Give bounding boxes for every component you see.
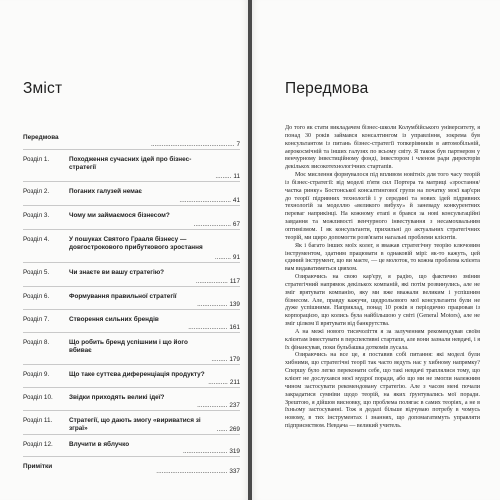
toc-entry-title: Походження сучасних ідей про бізнес-стратегії — [69, 156, 192, 172]
toc-entry-title: Звідки приходять великі ідеї? — [69, 394, 165, 401]
toc-entry-chapter-12[interactable] — [23, 434, 240, 456]
preface-title: Передмова — [285, 80, 369, 97]
toc-entry-title: Примітки — [23, 463, 53, 470]
toc-entry-chapter-9[interactable] — [23, 364, 240, 387]
preface-paragraph: Озираючись на свою кар'єру, я радію, що фактично змінив стратегічний напрямок декількох компаній, які потім розвинулись, але не зміг врятувати компанію, яку ми вже вважали великим і успішним бізнесом. Але, правду кажучи, щедрольового мої консультанти були не дуже успішними. Наприклад, понад 10 років я періодично працював із корпорацією, що колись була найбільшою у світі (General Motors), але не зміг цілком її врятувати від банкрутства. — [285, 274, 480, 328]
toc-entry-number: Розділ 3. — [23, 212, 50, 219]
preface-paragraph: А на межі нового тисячоліття я за залученням рекомендував своїм клієнтам інвестувати в перспективні стартапи, але вони зазнали невдачі, і я їх фінансував, поки бульбашка доткомів лусала. — [285, 328, 480, 351]
toc-entry-page: 337 — [229, 467, 240, 475]
toc-entry-page: 91 — [232, 253, 240, 261]
preface-paragraph: До того як стати викладачем бізнес-школи Колумбійського університету, я понад 30 років займався консалтингом із управління, зокрема був консультантом із питань бізнес-стратегії топкерівників в автомобільній, аерокосмічній та інших галузях по всьому світу. Я також був партнером у венчурному інвестиційному фонді, інвестором і членом ради директорів декількох високотехнологічних стартапів. — [285, 125, 480, 171]
toc-entry-dots: ................. — [197, 300, 228, 308]
toc-entry-page: 117 — [229, 277, 240, 285]
toc-entry-chapter-10[interactable] — [23, 387, 240, 410]
toc-entry-dots: ..................... — [193, 220, 231, 228]
toc-entry-title: У пошуках Святого Грааля бізнесу — довгострокового прибуткового зростання — [69, 236, 203, 252]
toc-entry-title: Формування правильної стратегії — [69, 293, 177, 300]
toc-entry-chapter-2[interactable] — [23, 181, 240, 205]
preface-paragraph: Озираючись на все це, я поставив собі питання: які моделі були хибними, що стратегічні теорії так часто ведуть нас у хибному напрямку? Спершу було легко переконати себе, що такі невдачі траплялися тому, що клієнт не дослухався моєї мудрої поради, або що ми не змогли належним чином застосувати рекомендовану стратегію. Але з часом мені почали закрадатися сумніви щодо теорій, на яких ґрунтувались мої поради. Зрештою, я дійшов висновку, що проблема полягає в самих теоріях, а не в їхньому застосуванні. Тож я дедалі більше відчуваю потребу в чомусь новому, в тих інструментах і знаннях, що допомагатимуть управляти підприємством. Невдача — великий учитель. — [285, 352, 480, 430]
toc-entry-title: Влучити в яблучко — [69, 441, 130, 448]
toc-entry-page: 139 — [229, 300, 240, 308]
toc-entry-page: 41 — [232, 196, 240, 204]
toc-entry-title: Поганих галузей немає — [69, 188, 142, 195]
toc-entry-dots: ........... — [208, 378, 228, 386]
toc-entry-number: Розділ 2. — [23, 188, 50, 195]
toc-list — [23, 131, 240, 476]
toc-entry-number: Розділ 12. — [23, 441, 53, 448]
toc-entry-title: Передмова — [23, 134, 59, 141]
toc-title: Зміст — [23, 80, 63, 97]
toc-entry-page: 319 — [229, 447, 240, 455]
toc-entry-page: 7 — [236, 140, 240, 148]
toc-entry-number: Розділ 9. — [23, 371, 50, 378]
toc-entry-number: Розділ 4. — [23, 236, 50, 243]
preface-paragraph: Моє мислення формувалося під впливом новітніх для того часу теорій із бізнес-стратегії: від моделі п'яти сил Портера та матриці «зростання/частка ринку» Бостонської консалтингової групи на початку моєї кар'єри до теорії підривних технологій і у середині та нових ідей підривних технологій за моделлю «великого вибуху» й заневаду конкурентних переваг наприкінці. На кожному етапі я брався за нові консультаційні завдання та можливості венчурного інвестування з несамохвальним оптимізмом. І як консультанти, прихильні до актуальних стратегічних теорій, ми щиро допомогти розв'язати нагальні проблеми клієнтів. — [285, 172, 480, 241]
preface-paragraph: Як і багато інших моїх колег, я вважав стратегічну теорію ключовим інструментом, здатним працювати в однаковій мірі: як-то кажуть, цей єдиний інструмент, що ви маєте, — це молоток, то кожна проблема клієнта вам видаватиметься цвяхом. — [285, 242, 480, 273]
toc-entry-number: Розділ 8. — [23, 339, 50, 346]
toc-entry-title: Що таке суттєва диференціація продукту? — [69, 371, 205, 378]
toc-entry-page: 211 — [229, 378, 240, 386]
toc-entry-chapter-6[interactable] — [23, 286, 240, 309]
toc-entry-page: 11 — [233, 172, 240, 180]
toc-entry-dots: ......... — [215, 172, 232, 180]
toc-entry-chapter-11[interactable] — [23, 410, 240, 434]
toc-page — [0, 0, 248, 500]
toc-entry-dots: ............................................... — [150, 140, 235, 148]
toc-entry-dots: .................. — [195, 277, 228, 285]
toc-entry-page: 67 — [232, 220, 240, 228]
toc-entry-number: Розділ 11. — [23, 417, 53, 424]
toc-entry-dots: ............................. — [179, 196, 231, 204]
toc-entry-number: Розділ 5. — [23, 269, 50, 276]
toc-entry-title: Створення сильних брендів — [69, 316, 159, 323]
toc-entry-number: Розділ 7. — [23, 316, 50, 323]
toc-entry-chapter-8[interactable] — [23, 332, 240, 364]
toc-entry-number: Розділ 10. — [23, 394, 53, 401]
toc-entry-preface[interactable] — [23, 131, 240, 149]
toc-entry-dots: ......................... — [182, 447, 228, 455]
toc-entry-title: Що робить бренд успішним і що його вбиває — [69, 339, 188, 355]
preface-body — [285, 125, 480, 431]
toc-entry-title: Чи знаєте ви вашу стратегію? — [69, 269, 165, 276]
toc-entry-notes[interactable] — [23, 456, 240, 476]
toc-entry-dots: ...... — [216, 425, 228, 433]
toc-entry-title: Стратегії, що дають змогу «вириватися зі зграї» — [69, 417, 201, 433]
toc-entry-page: 179 — [229, 355, 240, 363]
toc-entry-page: 237 — [229, 401, 240, 409]
toc-entry-chapter-5[interactable] — [23, 262, 240, 286]
toc-entry-number: Розділ 6. — [23, 293, 50, 300]
toc-entry-chapter-3[interactable] — [23, 205, 240, 229]
toc-entry-chapter-1[interactable] — [23, 149, 240, 181]
toc-entry-title: Чому ми займаємося бізнесом? — [69, 212, 170, 219]
toc-entry-dots: ...................... — [188, 323, 228, 331]
toc-entry-page: 269 — [229, 425, 240, 433]
toc-entry-dots: ................. — [197, 401, 228, 409]
toc-entry-dots: ......... — [214, 253, 231, 261]
toc-entry-chapter-7[interactable] — [23, 309, 240, 332]
toc-entry-number: Розділ 1. — [23, 156, 50, 163]
toc-entry-dots: ......... — [211, 355, 228, 363]
toc-entry-page: 161 — [229, 323, 240, 331]
toc-entry-chapter-4[interactable] — [23, 229, 240, 262]
toc-entry-dots: ........................................ — [156, 467, 228, 475]
